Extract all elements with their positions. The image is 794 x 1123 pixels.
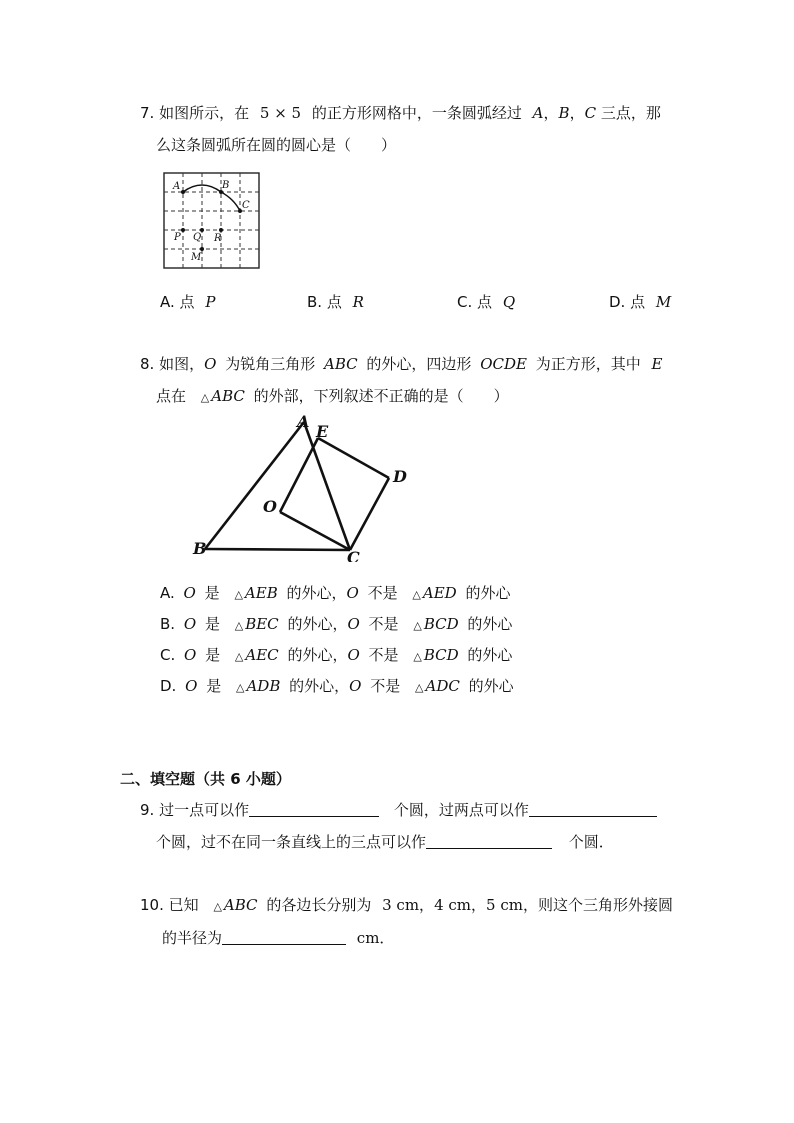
segment-ED xyxy=(318,438,389,478)
option-text: 的外心， xyxy=(286,584,347,602)
option-letter: A. xyxy=(160,293,175,311)
q7-option-b[interactable] xyxy=(307,291,364,312)
q8-option-d[interactable] xyxy=(160,675,514,696)
option-var: BCD xyxy=(423,615,459,633)
label-A: A xyxy=(297,412,310,431)
triangle-symbol: △ xyxy=(234,588,243,601)
option-var: AEB xyxy=(244,584,278,602)
q9-text: 个圆，过不在同一条直线上的三点可以作 xyxy=(156,833,427,851)
option-text: 的外心 xyxy=(467,646,513,664)
option-text: 的外心， xyxy=(287,646,348,664)
circle-arc xyxy=(183,185,240,211)
q8-line2 xyxy=(156,385,509,406)
option-text: 不是 xyxy=(367,584,398,602)
option-var: ADC xyxy=(425,677,460,695)
option-text: 是 xyxy=(204,584,220,602)
triangle-symbol: △ xyxy=(415,681,424,694)
q10-comma: ， xyxy=(419,896,435,914)
option-var: O xyxy=(183,584,196,602)
q7-var: B xyxy=(558,104,570,122)
triangle-symbol: △ xyxy=(236,681,245,694)
q10-value: 3 cm xyxy=(382,896,420,914)
q7-option-a[interactable] xyxy=(160,291,215,312)
option-text: 点 xyxy=(477,293,493,311)
option-text: 点 xyxy=(630,293,646,311)
label-B: B xyxy=(193,539,207,558)
q10-text: 的各边长分别为 xyxy=(266,896,372,914)
option-letter: D. xyxy=(609,293,626,311)
q10-comma: ， xyxy=(471,896,487,914)
label-E: E xyxy=(316,422,329,441)
q7-option-d[interactable] xyxy=(609,291,671,312)
segment-DC xyxy=(350,478,389,550)
q10-text: 的半径为 xyxy=(162,929,223,947)
option-var: O xyxy=(347,615,360,633)
option-text: 的外心， xyxy=(289,677,350,695)
q7-var: A xyxy=(532,104,544,122)
label-P: P xyxy=(174,232,181,243)
q8-var: ABC xyxy=(324,355,358,373)
section-title: 二、填空题（共 6 小题） xyxy=(120,770,291,788)
q7-number: 7. xyxy=(140,104,155,122)
option-var: BEC xyxy=(245,615,279,633)
q7-line1 xyxy=(140,102,661,123)
label-A: A xyxy=(173,181,181,192)
option-var: O xyxy=(346,584,359,602)
q7-line2: 么这条圆弧所在圆的圆心是（ ） xyxy=(156,136,397,154)
option-var: O xyxy=(349,677,362,695)
option-var: M xyxy=(655,293,672,311)
option-var: P xyxy=(205,293,216,311)
q8-text: 点在 xyxy=(156,387,187,405)
q9-text: 过一点可以作 xyxy=(159,801,250,819)
option-letter: A. xyxy=(160,584,175,602)
option-text: 点 xyxy=(179,293,195,311)
q7-comma: ， xyxy=(543,104,559,122)
option-text: 是 xyxy=(206,677,222,695)
q7-text: 三点，那 xyxy=(600,104,661,122)
option-text: 是 xyxy=(204,615,220,633)
triangle-symbol: △ xyxy=(213,900,222,913)
answer-blank[interactable] xyxy=(249,800,379,817)
option-text: 是 xyxy=(205,646,221,664)
q7-text: 如图所示，在 xyxy=(159,104,250,122)
triangle-symbol: △ xyxy=(412,588,421,601)
q7-comma: ， xyxy=(569,104,585,122)
q10-text: ，则这个三角形外接圆 xyxy=(522,896,673,914)
q8-line1 xyxy=(140,353,663,374)
q7-grid-size: 5 × 5 xyxy=(259,104,302,122)
q10-unit: cm． xyxy=(356,929,395,947)
label-C: C xyxy=(242,200,250,211)
q9-line1 xyxy=(140,799,657,820)
q10-line1 xyxy=(140,894,673,915)
option-var: AED xyxy=(422,584,457,602)
q8-text: 为正方形，其中 xyxy=(535,355,641,373)
segment-AB xyxy=(205,422,304,549)
q9-line2 xyxy=(156,831,614,852)
triangle-symbol: △ xyxy=(234,650,244,663)
triangle-symbol: △ xyxy=(234,619,244,632)
answer-blank[interactable] xyxy=(222,928,346,945)
q7-text: 的正方形网格中，一条圆弧经过 xyxy=(311,104,522,122)
option-text: 不是 xyxy=(368,646,399,664)
q10-text: 已知 xyxy=(168,896,199,914)
q8-figure xyxy=(190,410,415,562)
option-text: 不是 xyxy=(370,677,401,695)
option-letter: C. xyxy=(160,646,176,664)
q10-line2 xyxy=(162,927,394,948)
q8-text: 为锐角三角形 xyxy=(225,355,316,373)
option-text: 不是 xyxy=(368,615,399,633)
option-text: 的外心 xyxy=(465,584,511,602)
answer-blank[interactable] xyxy=(426,832,552,849)
option-text: 的外心， xyxy=(287,615,348,633)
option-letter: C. xyxy=(457,293,473,311)
label-Q: Q xyxy=(193,232,202,243)
q8-option-b[interactable] xyxy=(160,613,512,634)
label-R: R xyxy=(214,233,222,244)
option-text: 点 xyxy=(326,293,342,311)
q8-var: OCDE xyxy=(480,355,527,373)
option-letter: D. xyxy=(160,677,177,695)
q10-var: ABC xyxy=(223,896,258,914)
option-var: AEC xyxy=(245,646,279,664)
q8-option-c[interactable] xyxy=(160,644,512,665)
segment-AC xyxy=(304,422,350,550)
grid-points xyxy=(181,190,242,251)
q8-text: 的外部，下列叙述不正确的是（ ） xyxy=(253,387,509,405)
option-var: R xyxy=(352,293,364,311)
answer-blank[interactable] xyxy=(529,800,657,817)
triangle-symbol: △ xyxy=(413,619,422,632)
q8-text: 的外心，四边形 xyxy=(366,355,472,373)
q8-var: O xyxy=(204,355,217,373)
q8-option-a[interactable] xyxy=(160,582,510,603)
label-M: M xyxy=(191,252,202,263)
option-text: 的外心 xyxy=(467,615,513,633)
q9-text: 个圆． xyxy=(568,833,614,851)
segment-OE xyxy=(280,438,318,512)
option-var: ADB xyxy=(246,677,281,695)
q8-text: 如图， xyxy=(159,355,205,373)
option-var: O xyxy=(183,615,197,633)
q10-value: 4 cm xyxy=(434,896,471,914)
q7-option-c[interactable] xyxy=(457,291,515,312)
label-O: O xyxy=(263,497,277,516)
option-var: Q xyxy=(502,293,516,311)
option-var: O xyxy=(184,646,197,664)
q9-text: 个圆，过两点可以作 xyxy=(393,801,529,819)
q7-var: C xyxy=(584,104,597,122)
q10-value: 5 cm xyxy=(486,896,523,914)
option-letter: B. xyxy=(160,615,176,633)
q10-number: 10. xyxy=(140,896,164,914)
triangle-symbol: △ xyxy=(200,391,210,404)
q8-number: 8. xyxy=(140,355,155,373)
label-D: D xyxy=(393,467,407,486)
option-text: 的外心 xyxy=(468,677,514,695)
q7-figure xyxy=(160,170,264,272)
segment-BC xyxy=(205,549,350,550)
option-var: BCD xyxy=(423,646,459,664)
label-B: B xyxy=(222,180,230,191)
q9-number: 9. xyxy=(140,801,155,819)
option-var: O xyxy=(347,646,360,664)
option-var: O xyxy=(185,677,198,695)
triangle-symbol: △ xyxy=(413,650,422,663)
option-letter: B. xyxy=(307,293,323,311)
q8-var: ABC xyxy=(211,387,245,405)
label-C: C xyxy=(347,548,360,562)
q8-var: E xyxy=(651,355,663,373)
